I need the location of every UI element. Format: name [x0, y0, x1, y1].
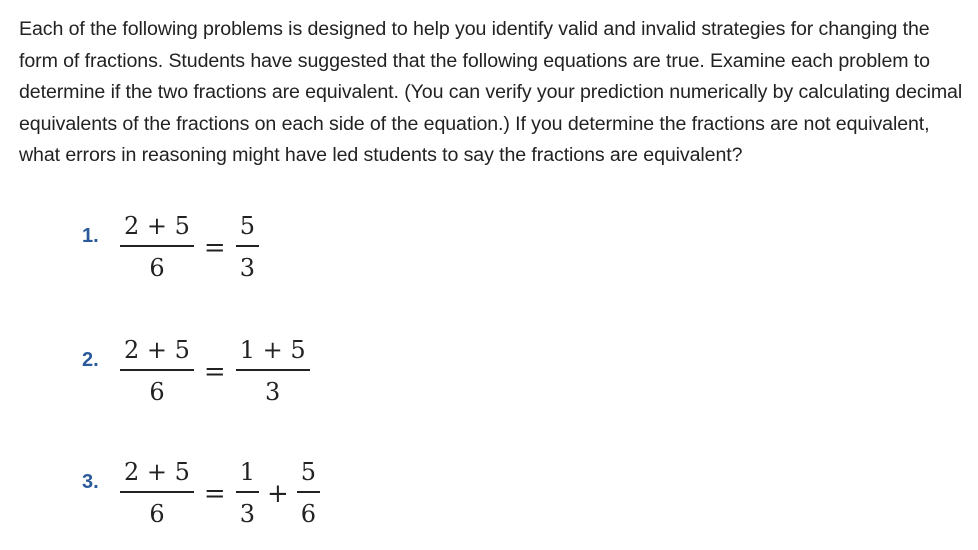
equation [120, 457, 320, 529]
numerator: 5 [239, 212, 255, 240]
denominator: 3 [239, 254, 255, 282]
fraction-right-1 [236, 457, 259, 529]
denominator: 6 [149, 500, 165, 528]
denominator: 6 [300, 500, 317, 528]
problem-number: 2. [82, 348, 99, 371]
fraction-right-2 [297, 457, 320, 529]
fraction-bar [120, 369, 194, 371]
fraction-left [120, 335, 194, 407]
equation [120, 211, 259, 283]
instructions-paragraph: Each of the following problems is designed to help you identify valid and invalid strategies for changing the form of fractions. Students have suggested that the following equations are true. Examine each problem to determine if the two fractions are equivalent. (You can verify your prediction numerically by calculating decimal equivalents of the fractions on each side of the equation.) If you determine the fractions are not equivalent, what errors in reasoning might have led students to say the fractions are equivalent? [19, 18, 963, 166]
fraction-bar [236, 245, 259, 247]
denominator: 6 [149, 254, 165, 282]
numerator: 2 + 5 [124, 336, 190, 364]
plus-sign: + [266, 479, 289, 509]
equation [120, 335, 310, 407]
fraction-bar [236, 369, 310, 371]
fraction-right [236, 211, 259, 283]
fraction-right [236, 335, 310, 407]
equals-sign: = [203, 357, 226, 387]
equals-sign: = [203, 479, 226, 509]
fraction-bar [297, 491, 320, 493]
fraction-bar [236, 491, 259, 493]
problem-3 [82, 458, 320, 528]
fraction-left [120, 457, 194, 529]
numerator: 2 + 5 [124, 212, 190, 240]
denominator: 3 [239, 500, 255, 528]
numerator: 1 + 5 [239, 336, 306, 364]
problem-1 [82, 212, 259, 282]
numerator: 1 [239, 458, 255, 486]
fraction-bar [120, 245, 194, 247]
numerator: 5 [300, 458, 317, 486]
problem-2 [82, 336, 310, 406]
denominator: 6 [149, 378, 165, 406]
problem-number: 1. [82, 224, 99, 247]
denominator: 3 [265, 378, 281, 406]
fraction-left [120, 211, 194, 283]
fraction-bar [120, 491, 194, 493]
problem-number: 3. [82, 470, 99, 493]
numerator: 2 + 5 [124, 458, 190, 486]
equals-sign: = [203, 233, 226, 263]
